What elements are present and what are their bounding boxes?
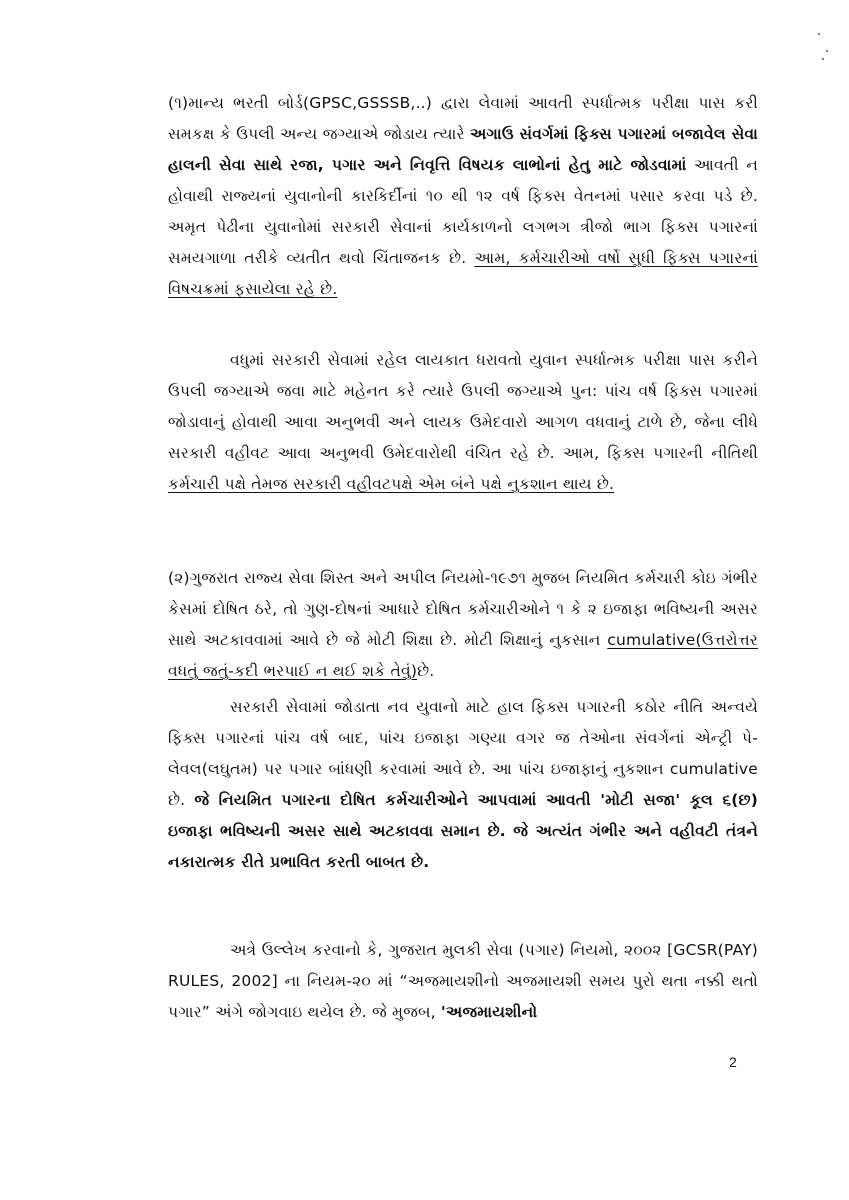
p3-text-a: (૨)ગુજરાત રાજ્ય સેવા શિસ્ત અને અપીલ નિયમો-૧૯૭૧ મુજબ નિયમિત કર્મચારી કોઇ ગંભીર કેસમાં દોષિત ઠરે, તો ગુણ-દોષનાં આધારે દોષિત કર્મચારીઓને ૧ કે ૨ ઇજાફા ભવિષ્યની અસર સાથે અટકાવવામાં આવે છે જે મોટી શિક્ષા છે. મોટી શિક્ષાનું નુકસાન: [168, 569, 758, 649]
p3-text-c: છે.: [417, 662, 435, 680]
p1-text-bold: અગાઉ સંવર્ગમાં ફિક્સ પગારમાં બજાવેલ સેવા હાલની સેવા સાથે રજા, પગાર અને નિવૃત્તિ વિષયક લાભોનાં હેતુ માટે જોડવામાં: [168, 125, 758, 174]
page-number: 2: [729, 1054, 737, 1070]
p5-text-bold: 'અજમાયશીનો: [440, 1003, 538, 1021]
p4-text-a: સરકારી સેવામાં જોડાતા નવ યુવાનો માટે હાલ ફિક્સ પગારની કઠોર નીતિ અન્વયે ફિક્સ પગારનાં પાંચ વર્ષ બાદ, પાંચ ઇજાફા ગણ્યા વગર જ તેઓના સંવર્ગનાં એન્ટ્રી પે-લેવલ(લઘુતમ) પર પગાર બાંધણી કરવામાં આવે છે. આ પાંચ ઇજાફાનું નુકશાન cumulative છે.: [168, 698, 758, 809]
paragraph-5: [168, 935, 758, 1028]
paragraph-3: [168, 563, 758, 687]
paragraph-2: [168, 345, 758, 500]
p4-text-bold: જે નિયમિત પગારના દોષિત કર્મચારીઓને આપવામાં આવતી 'મોટી સજા' કૂલ ૬(છ) ઇજાફા ભવિષ્યની અસર સાથે અટકાવવા સમાન છે. જે અત્યંત ગંભીર અને વહીવટી તંત્રને નકારાત્મક રીતે પ્રભાવિત કરતી બાબત છે.: [168, 791, 758, 871]
paragraph-4: [168, 692, 758, 878]
p2-text-underlined: કર્મચારી પક્ષે તેમજ સરકારી વહીવટપક્ષે એમ બંને પક્ષે નુકશાન થાય છે.: [168, 475, 615, 493]
p1-text-a: (૧)માન્ય ભરતી બોર્ડ(GPSC,GSSSB,..) દ્વારા લેવામાં આવતી સ્પર્ધાત્મક પરીક્ષા પાસ કરી સમકક્ષ કે ઉપલી અન્ય જગ્યાએ જોડાય ત્યારે: [168, 94, 758, 143]
paragraph-1: [168, 88, 758, 305]
p3-text-underlined: cumulative(ઉત્તરોત્તર વધતું જતું-કદી ભરપાઈ ન થઈ શકે તેવું): [168, 631, 758, 680]
p5-text-a: અત્રે ઉલ્લેખ કરવાનો કે, ગુજરાત મુલકી સેવા (પગાર) નિયમો, ૨૦૦૨ [GCSR(PAY) RULES, 2002] ના નિયમ-૨૦ માં “અજમાયશીનો અજમાયશી સમય પુરો થતા નક્કી થતો પગાર” અંગે જોગવાઇ થયેલ છે. જે મુજબ,: [168, 941, 758, 1021]
scan-speck: [826, 50, 828, 52]
scan-speck: [818, 33, 820, 35]
scan-speck: [822, 58, 824, 60]
p1-text-c: આવતી ન હોવાથી રાજ્યનાં યુવાનોની કારકિર્દીનાં ૧૦ થી ૧૨ વર્ષ ફિક્સ વેતનમાં પસાર કરવા પડે છે. અમૃત પેઢીના યુવાનોમાં સરકારી સેવાનાં કાર્યકાળનો લગભગ ત્રીજો ભાગ ફિક્સ પગારનાં સમયગાળા તરીકે વ્યતીત થવો ચિંતાજનક છે.: [168, 156, 758, 267]
p1-text-underlined: આમ, કર્મચારીઓ વર્ષો સુધી ફિક્સ પગારનાં વિષચક્રમાં ફસાયેલા રહે છે.: [168, 249, 758, 298]
p2-text-a: વધુમાં સરકારી સેવામાં રહેલ લાયકાત ધરાવતો યુવાન સ્પર્ધાત્મક પરીક્ષા પાસ કરીને ઉપલી જગ્યાએ જવા માટે મહેનત કરે ત્યારે ઉપલી જગ્યાએ પુન: પાંચ વર્ષ ફિક્સ પગારમાં જોડાવાનું હોવાથી આવા અનુભવી અને લાયક ઉમેદવારો આગળ વધવાનું ટાળે છે, જેના લીધે સરકારી વહીવટ આવા અનુભવી ઉમેદવારોથી વંચિત રહે છે. આમ, ફિક્સ પગારની નીતિથી: [168, 351, 758, 462]
